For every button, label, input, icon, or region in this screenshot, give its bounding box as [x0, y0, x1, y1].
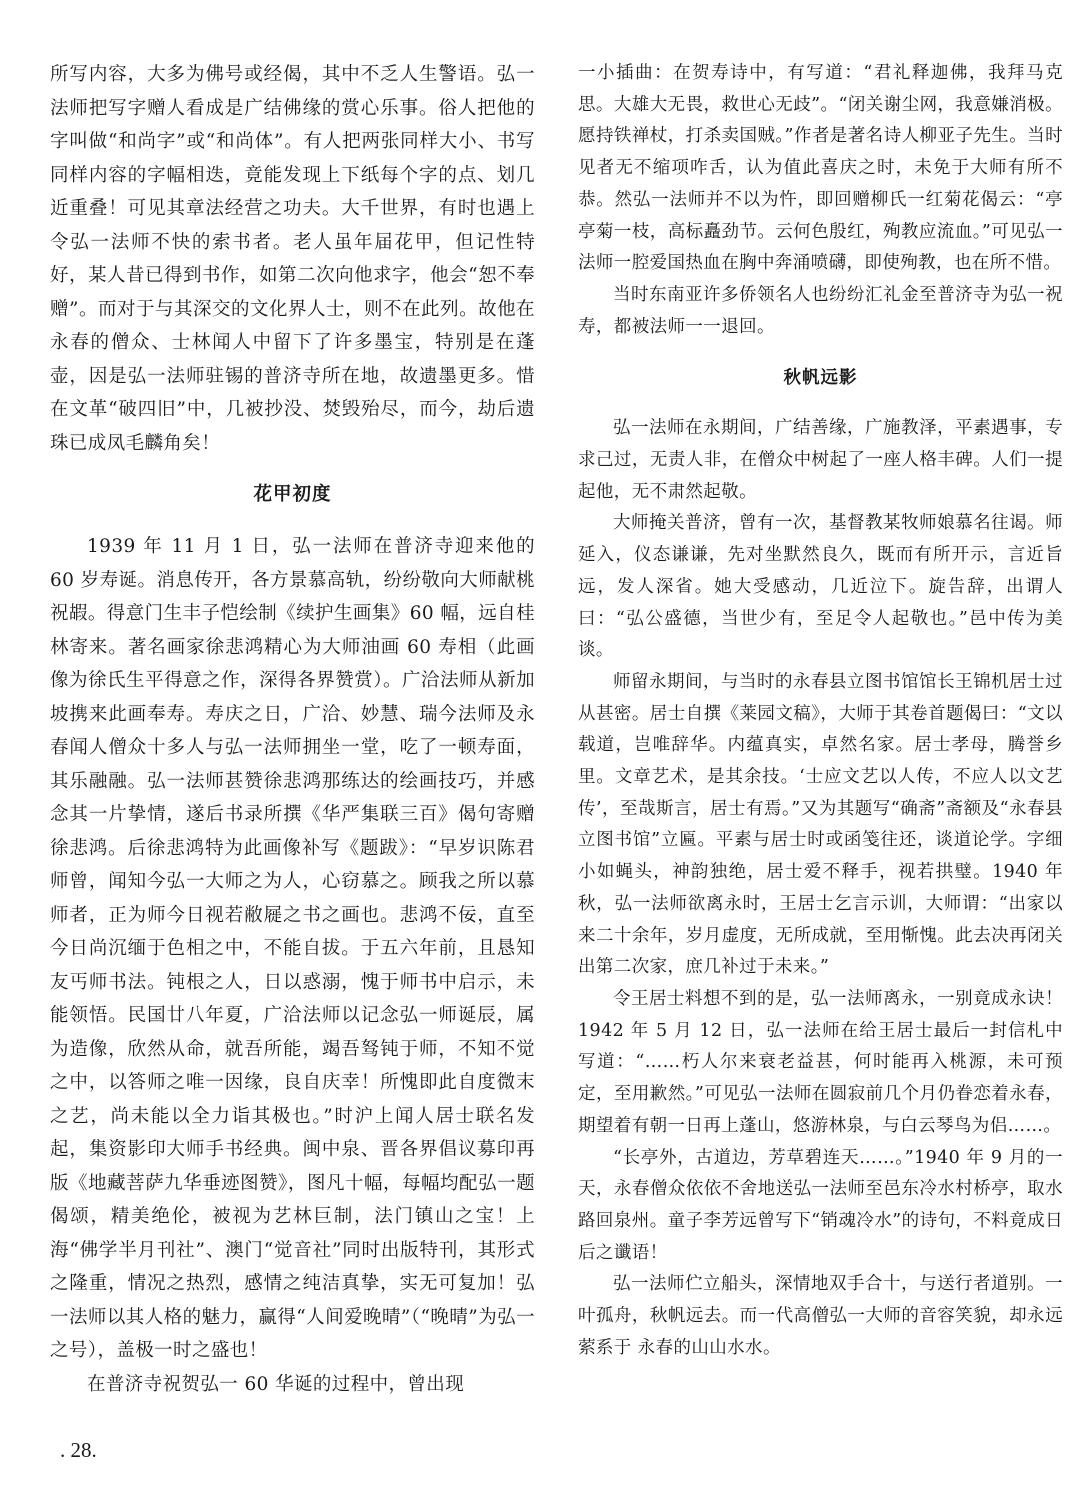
paragraph: 1939 年 11 月 1 日，弘一法师在普济寺迎来他的 60 岁寿诞。消息传开，各方景慕高轨，纷纷敬向大师献桃祝嘏。得意门生丰子恺绘制《续护生画集》60 幅，远自桂林寄来。著名画家徐悲鸿精心为大师油画 60 寿相（此画像为徐氏生平得意之作，深得各界赞赏）。广洽法师从新加坡携来此画奉寿。寿庆之日，广洽、妙慧、瑞今法师及永春闻人僧众十多人与弘一法师拥坐一堂，吃了一顿寿面，其乐融融。弘一法师甚赞徐悲鸿那练达的绘画技巧，并感念其一片挚情，遂后书录所撰《华严集联三百》偈句寄赠徐悲鸿。后徐悲鸿特为此画像补写《题跋》：“早岁识陈君师曾，闻知今弘一大师之为人，心窃慕之。顾我之所以慕师者，正为师今日视若敝屣之书之画也。悲鸿不佞，直至今日尚沉缅于色相之中，不能自拔。于五六年前，且恳知友丐师书法。钝根之人，日以惑溺，愧于师书中启示，未能领悟。民国廿八年夏，广洽法师以记念弘一师诞辰，属为造像，欣然从命，就吾所能，竭吾驽钝于师，不知不觉之中，以答师之唯一因缘，良自庆幸！所愧即此自度微末之艺，尚未能以全力诣其极也。”时沪上闻人居士联名发起，集资影印大师手书经典。闽中泉、晋各界倡议募印再版《地藏菩萨九华垂迹图赞》，图凡十幅，每幅均配弘一题偈颂，精美绝伦，被视为艺林巨制，法门镇山之宝！上海“佛学半月刊社”、澳门“觉音社”同时出版特刊，其形式之隆重，情况之热烈，感情之纯洁真挚，实无可复加！弘一法师以其人格的魅力，赢得“人间爱晚晴”（“晚晴”为弘一之号），盖极一时之盛也！: [50, 536, 535, 1361]
paragraph: 师留永期间，与当时的永春县立图书馆馆长王锦机居士过从甚密。居士自撰《莱园文稿》，大师于其卷首题偈曰：“文以载道，岂唯辞华。内蕴真实，卓然名家。居士孝母，腾誉乡里。文章艺术，是其余技。‘士应文艺以人传，不应人以文艺传’，至哉斯言，居士有焉。”又为其题写“确斋”斋额及“永春县立图书馆”立匾。平素与居士时或函笺往还，谈道论学。字细小如蝇头，神韵独绝，居士爱不释手，视若拱璧。1940 年秋，弘一法师欲离永时，王居士乞言示训，大师谓：“出家以来二十余年，岁月虚度，无所成就，至用惭愧。此去决再闭关出第二次家，庶几补过于未来。”: [578, 671, 1063, 978]
paragraph: 令王居士料想不到的是，弘一法师离永，一别竟成永诀！1942 年 5 月 12 日，弘一法师在给王居士最后一封信札中写道：“……朽人尔来衰老益甚，何时能再入桃源，未可预定，至用歉然。”可见弘一法师在圆寂前几个月仍眷恋着永春，期望着有朝一日再上蓬山，悠游林泉，与白云琴鸟为侣……。: [578, 988, 1063, 1136]
page-number: . 28.: [60, 1438, 97, 1462]
section-heading: 秋帆远影: [783, 368, 858, 389]
paragraph: 所写内容，大多为佛号或经偈，其中不乏人生警语。弘一法师把写字赠人看成是广结佛缘的赏心乐事。俗人把他的字叫做“和尚字”或“和尚体”。有人把两张同样大小、书写同样内容的字幅相迭，竟能发现上下纸每个字的点、划几近重叠！可见其章法经营之功夫。大千世界，有时也遇上令弘一法师不快的索书者。老人虽年届花甲，但记性特好，某人昔已得到书作，如第二次向他求字，他会“恕不奉赠”。而对于与其深交的文化界人士，则不在此列。故他在永春的僧众、士林闻人中留下了许多墨宝，特别是在蓬壶，因是弘一法师驻锡的普济寺所在地，故遗墨更多。惜在文革“破四旧”中，几被抄没、焚毁殆尽，而今，劫后遗珠已成凤毛麟角矣！: [50, 64, 535, 454]
paragraph: 当时东南亚许多侨领名人也纷纷汇礼金至普济寺为弘一祝寿，都被法师一一退回。: [578, 284, 1063, 337]
left-column: [50, 58, 535, 1401]
section-heading: 花甲初度: [253, 484, 332, 505]
paragraph: “长亭外，古道边，芳草碧连天……。”1940 年 9 月的一天，永春僧众依依不舍地送弘一法师至邑东冷水村桥亭，取水路回泉州。童子李芳远曾写下“销魂冷水”的诗句，不料竟成日后之谶语！: [578, 1147, 1063, 1263]
paragraph: 一小插曲：在贺寿诗中，有写道：“君礼释迦佛，我拜马克思。大雄大无畏，救世心无歧”。“闭关谢尘网，我意嫌消极。愿持铁禅杖，打杀卖国贼。”作者是著名诗人柳亚子先生。当时见者无不缩项咋舌，认为值此喜庆之时，未免于大师有所不恭。然弘一法师并不以为忤，即回赠柳氏一红菊花偈云：“亭亭菊一枝，高标矗劲节。云何色殷红，殉教应流血。”可见弘一法师一腔爱国热血在胸中奔涌喷礴，即使殉教，也在所不惜。: [578, 63, 1063, 274]
paragraph: 大师掩关普济，曾有一次，基督教某牧师娘慕名往谒。师延入，仪态谦谦，先对坐默然良久，既而有所开示，言近旨远，发人深省。她大受感动，几近泣下。旋告辞，出谓人曰：“弘公盛德，当世少有，至足令人起敬也。”邑中传为美谈。: [578, 513, 1063, 661]
paragraph: 在普济寺祝贺弘一 60 华诞的过程中，曾出现: [87, 1373, 465, 1395]
paragraph: 弘一法师伫立船头，深情地双手合十，与送行者道别。一叶孤舟，秋帆远去。而一代高僧弘一大师的音容笑貌，却永远萦系于 永春的山山水水。: [578, 1274, 1063, 1358]
right-column: [578, 58, 1063, 1364]
paragraph: 弘一法师在永期间，广结善缘，广施教泽，平素遇事，专求己过，无责人非，在僧众中树起了一座人格丰碑。人们一提起他，无不肃然起敬。: [578, 418, 1063, 502]
